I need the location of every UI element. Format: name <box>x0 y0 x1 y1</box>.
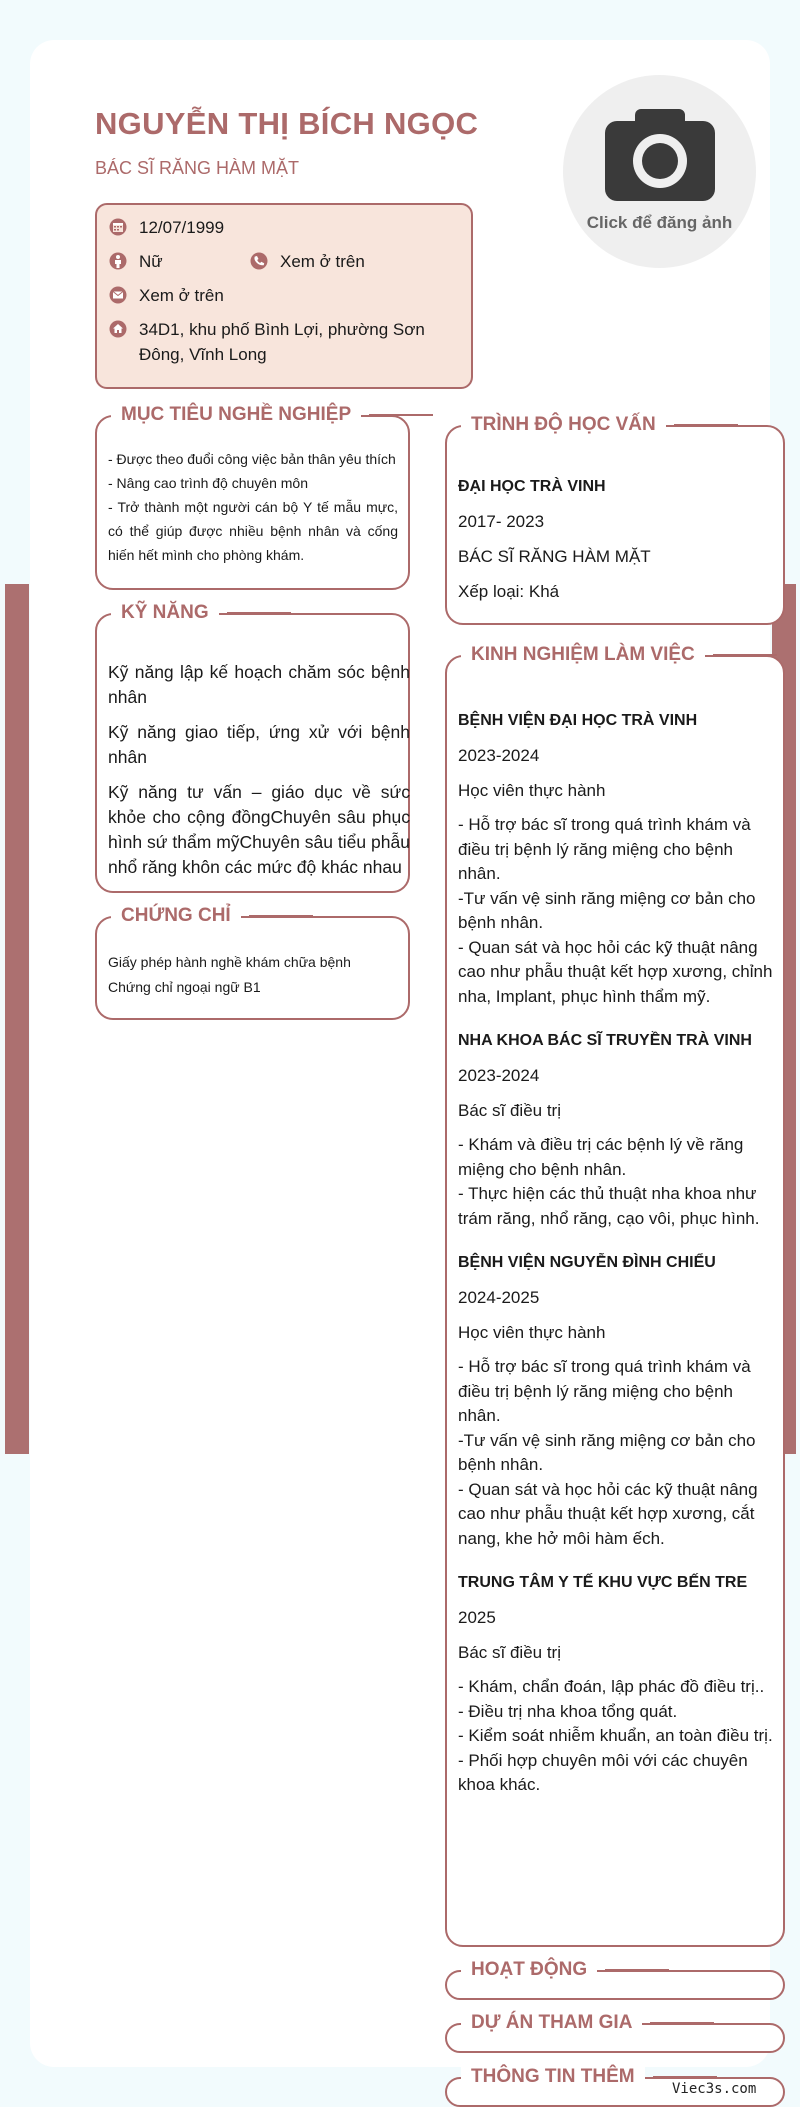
education-major: BÁC SĨ RĂNG HÀM MẶT <box>458 547 651 566</box>
skills-section <box>95 602 410 893</box>
education-period: 2017- 2023 <box>458 512 545 531</box>
camera-icon <box>601 103 719 205</box>
job-description: - Khám, chẩn đoán, lập phác đồ điều trị.. - Điều trị nha khoa tổng quát. - Kiểm soát nhiễm khuẩn, an toàn điều trị. - Phối hợp chuyên môi với các chuyên khoa khác. <box>458 1677 773 1794</box>
experience-heading: KINH NGHIỆM LÀM VIỆC <box>461 643 705 667</box>
job-role: Học viên thực hành <box>458 781 606 800</box>
address-line2: Đông, Vĩnh Long <box>139 345 267 364</box>
job-entry <box>458 709 776 1009</box>
goal-line: - Trở thành một người cán bộ Y tế mẫu mực, có thể giúp được nhiều bệnh nhân và cống hiến hết mình cho phòng khám. <box>108 499 398 563</box>
job-company: NHA KHOA BÁC SĨ TRUYỀN TRÀ VINH <box>458 1032 752 1049</box>
certificates-section <box>95 905 410 1020</box>
candidate-name: NGUYỄN THỊ BÍCH NGỌC <box>95 106 479 141</box>
home-icon <box>109 320 127 338</box>
projects-section <box>445 2012 785 2053</box>
experience-section <box>445 644 785 1947</box>
email-icon <box>109 286 127 304</box>
phone-row <box>250 249 365 274</box>
watermark: Viec3s.com <box>672 2081 757 2097</box>
job-description: - Hỗ trợ bác sĩ trong quá trình khám và điều trị bệnh lý răng miệng cho bệnh nhân. -Tư vấn vệ sinh răng miệng cơ bản cho bệnh nhân. - Quan sát và học hỏi các kỹ thuật nâng cao như phẫu thuật kết hợp xương, cắt nang, khe hở môi hàm ếch. <box>458 1357 758 1548</box>
skill-item: Kỹ năng tư vấn – giáo dục về sức khỏe cho cộng đồngChuyên sâu phục hình sứ thẩm mỹChuyên sâu tiểu phẫu nhổ răng khôn các mức độ khác nhau <box>108 782 410 877</box>
more-info-heading: THÔNG TIN THÊM <box>461 2065 645 2089</box>
education-grade: Xếp loại: Khá <box>458 582 560 601</box>
gender-icon <box>109 252 127 270</box>
address-line1: 34D1, khu phố Bình Lợi, phường Sơn <box>139 320 425 339</box>
goal-line: - Được theo đuổi công việc bản thân yêu thích <box>108 451 396 467</box>
job-role: Bác sĩ điều trị <box>458 1643 561 1662</box>
certificate-item: Chứng chỉ ngoại ngữ B1 <box>108 979 261 995</box>
email-value: Xem ở trên <box>139 286 224 305</box>
career-goal-section <box>95 404 410 590</box>
phone-value: Xem ở trên <box>280 252 365 271</box>
goal-line: - Nâng cao trình độ chuyên môn <box>108 475 309 491</box>
photo-upload-label: Click để đăng ảnh <box>586 213 733 232</box>
projects-heading: DỰ ÁN THAM GIA <box>461 2011 642 2035</box>
address-row <box>109 317 425 367</box>
calendar-icon <box>109 218 127 236</box>
photo-upload[interactable] <box>563 75 756 268</box>
job-period: 2023-2024 <box>458 1066 540 1085</box>
job-role: Bác sĩ điều trị <box>458 1101 561 1120</box>
skill-item: Kỹ năng lập kế hoạch chăm sóc bệnh nhân <box>108 662 410 707</box>
contact-box <box>95 203 473 389</box>
job-company: BỆNH VIỆN ĐẠI HỌC TRÀ VINH <box>458 712 698 729</box>
skills-heading: KỸ NĂNG <box>111 601 219 625</box>
job-company: TRUNG TÂM Y TẾ KHU VỰC BẾN TRE <box>458 1574 748 1591</box>
job-period: 2023-2024 <box>458 746 540 765</box>
birthday-row <box>109 215 224 240</box>
activities-heading: HOẠT ĐỘNG <box>461 1958 597 1982</box>
address-value <box>139 317 425 367</box>
job-entry <box>458 1029 776 1231</box>
birthday-value: 12/07/1999 <box>139 218 225 237</box>
job-period: 2025 <box>458 1608 496 1627</box>
left-accent-bar <box>5 584 29 1454</box>
job-title: BÁC SĨ RĂNG HÀM MẶT <box>95 158 300 178</box>
education-heading: TRÌNH ĐỘ HỌC VẤN <box>461 413 666 437</box>
email-row <box>109 283 224 308</box>
certificate-item: Giấy phép hành nghề khám chữa bệnh <box>108 954 351 970</box>
job-entry <box>458 1571 776 1798</box>
education-section <box>445 414 785 625</box>
phone-icon <box>250 252 268 270</box>
gender-value: Nữ <box>139 252 163 271</box>
certificates-heading: CHỨNG CHỈ <box>111 904 241 928</box>
job-description: - Khám và điều trị các bệnh lý về răng miệng cho bệnh nhân. - Thực hiện các thủ thuật nha khoa như trám răng, nhổ răng, cạo vôi, phục hình. <box>458 1135 760 1228</box>
skill-item: Kỹ năng giao tiếp, ứng xử với bệnh nhân <box>108 722 410 767</box>
job-company: BỆNH VIỆN NGUYỄN ĐÌNH CHIỂU <box>458 1254 716 1271</box>
cv-page <box>30 40 773 2087</box>
activities-section <box>445 1959 785 2000</box>
gender-row <box>109 249 163 274</box>
job-description: - Hỗ trợ bác sĩ trong quá trình khám và điều trị bệnh lý răng miệng cho bệnh nhân. -Tư vấn vệ sinh răng miệng cơ bản cho bệnh nhân. - Quan sát và học hỏi các kỹ thuật nâng cao như phẫu thuật kết hợp xương, chỉnh nha, Implant, phục hình thẩm mỹ. <box>458 815 773 1006</box>
career-goal-heading: MỤC TIÊU NGHỀ NGHIỆP <box>111 403 361 427</box>
education-school: ĐẠI HỌC TRÀ VINH <box>458 478 606 495</box>
job-role: Học viên thực hành <box>458 1323 606 1342</box>
job-period: 2024-2025 <box>458 1288 540 1307</box>
job-entry <box>458 1251 776 1551</box>
